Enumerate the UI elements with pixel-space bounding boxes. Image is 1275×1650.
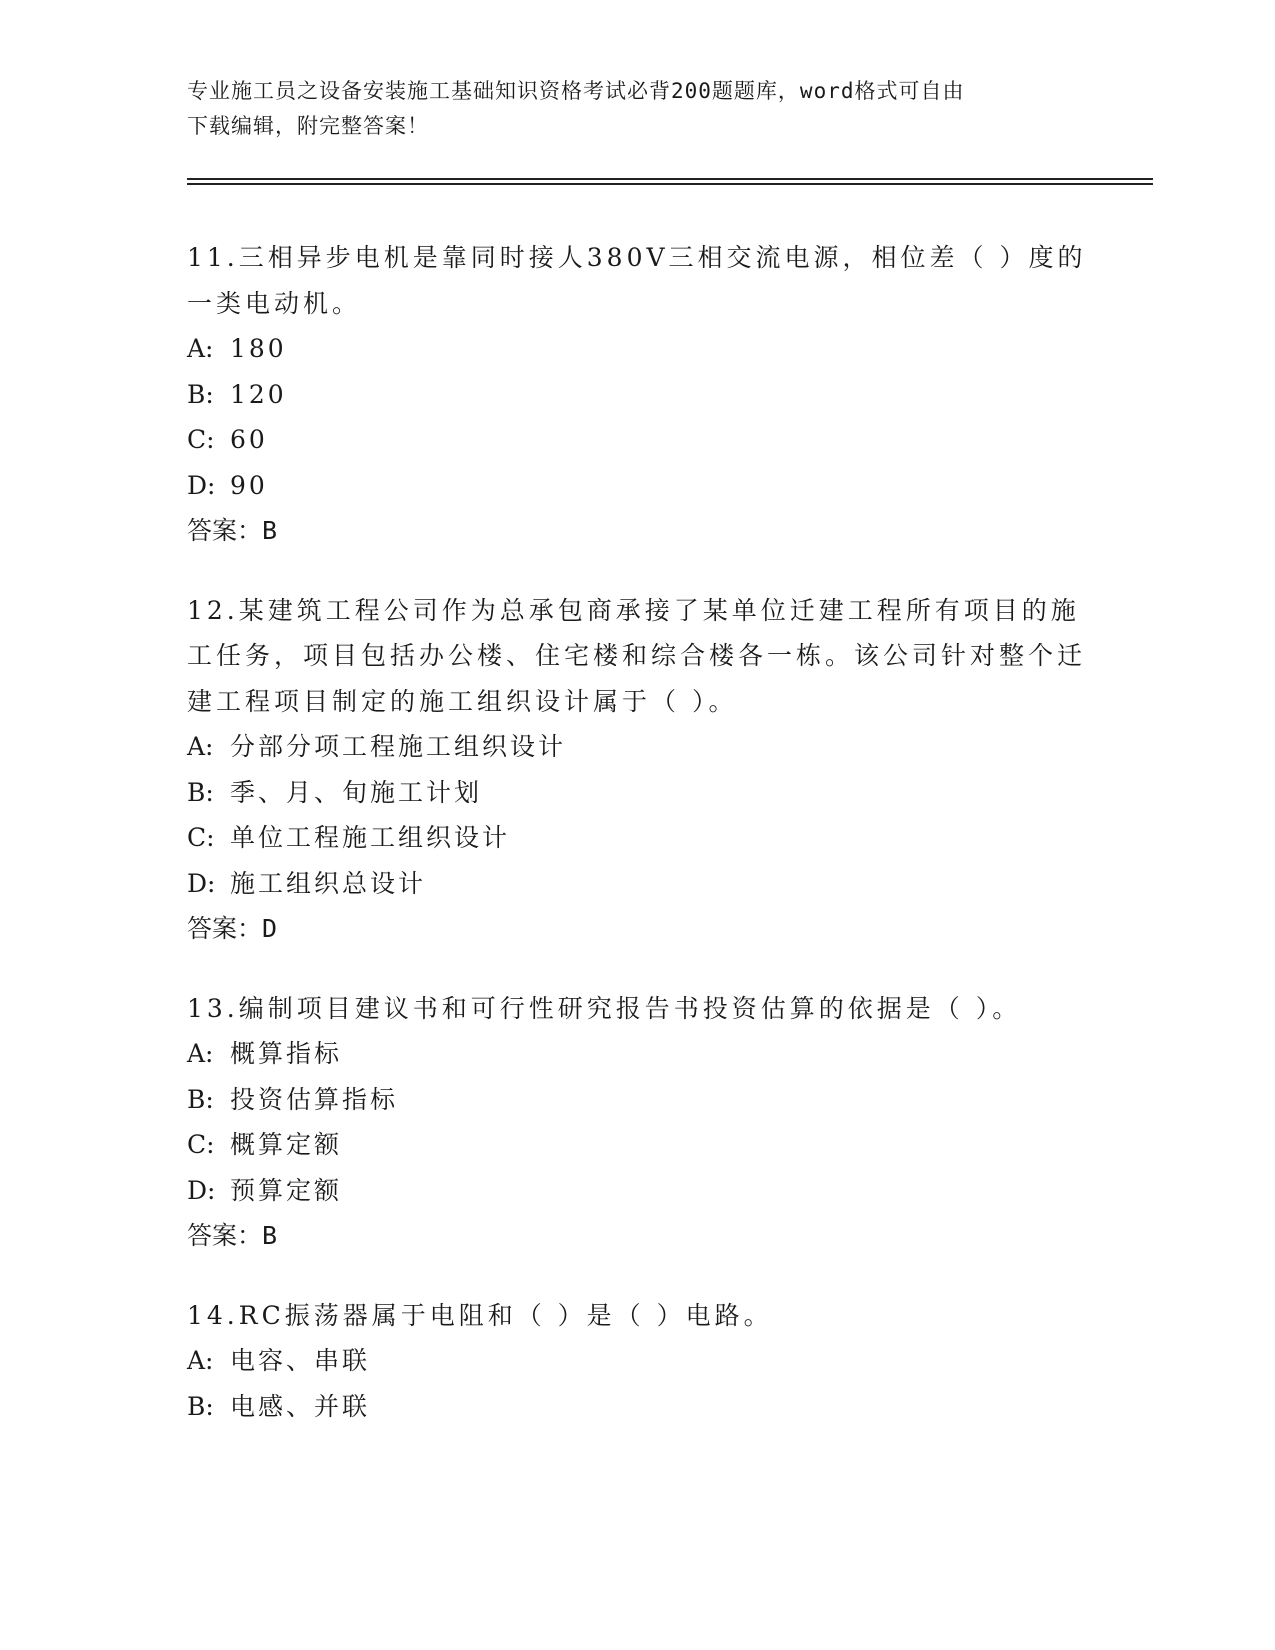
option-c bbox=[187, 417, 1087, 463]
option-text: 单位工程施工组织设计 bbox=[230, 823, 511, 852]
header-line-1: 专业施工员之设备安装施工基础知识资格考试必背200题题库，word格式可自由 bbox=[187, 79, 965, 103]
option-d bbox=[187, 861, 1087, 907]
question-12 bbox=[187, 588, 1087, 952]
option-a bbox=[187, 326, 1087, 372]
option-letter: D: bbox=[187, 868, 216, 898]
option-a bbox=[187, 724, 1087, 770]
answer-line: 答案：B bbox=[187, 1221, 278, 1250]
option-letter: C: bbox=[187, 1130, 215, 1159]
option-text: 180 bbox=[230, 334, 287, 363]
option-letter: A: bbox=[187, 1346, 214, 1375]
option-c bbox=[187, 1122, 1087, 1168]
question-11 bbox=[187, 235, 1087, 554]
option-letter: D: bbox=[187, 470, 216, 500]
question-stem: 11.三相异步电机是靠同时接人380V三相交流电源，相位差（ ）度的一类电动机。 bbox=[187, 243, 1087, 318]
option-c bbox=[187, 815, 1087, 861]
question-13 bbox=[187, 986, 1087, 1259]
option-letter: A: bbox=[187, 732, 214, 761]
question-14 bbox=[187, 1293, 1087, 1430]
option-text: 投资估算指标 bbox=[230, 1084, 399, 1114]
option-text: 90 bbox=[230, 470, 268, 500]
document-header bbox=[187, 74, 1067, 144]
option-text: 电感、并联 bbox=[230, 1391, 371, 1421]
option-b bbox=[187, 770, 1087, 816]
option-text: 概算指标 bbox=[230, 1039, 343, 1068]
option-text: 施工组织总设计 bbox=[230, 868, 427, 898]
option-letter: C: bbox=[187, 425, 215, 454]
option-letter: B: bbox=[187, 379, 214, 409]
option-text: 分部分项工程施工组织设计 bbox=[230, 732, 567, 761]
question-stem: 12.某建筑工程公司作为总承包商承接了某单位迁建工程所有项目的施工任务，项目包括办公楼、住宅楼和综合楼各一栋。该公司针对整个迁建工程项目制定的施工组织设计属于（ ）。 bbox=[187, 595, 1087, 716]
option-text: 60 bbox=[230, 425, 268, 454]
option-letter: C: bbox=[187, 823, 215, 852]
answer-line: 答案：B bbox=[187, 516, 278, 545]
option-letter: B: bbox=[187, 1084, 214, 1114]
option-text: 120 bbox=[230, 379, 287, 409]
option-text: 概算定额 bbox=[230, 1130, 343, 1159]
answer-line: 答案：D bbox=[187, 914, 278, 943]
option-a bbox=[187, 1031, 1087, 1077]
option-b bbox=[187, 1384, 1087, 1430]
question-list bbox=[187, 235, 1087, 1463]
option-b bbox=[187, 372, 1087, 418]
option-d bbox=[187, 1168, 1087, 1214]
option-text: 季、月、旬施工计划 bbox=[230, 777, 483, 807]
option-text: 电容、串联 bbox=[230, 1346, 371, 1375]
header-divider-bottom bbox=[187, 183, 1153, 185]
option-letter: B: bbox=[187, 1391, 214, 1421]
option-letter: D: bbox=[187, 1175, 216, 1205]
header-line-2: 下载编辑，附完整答案！ bbox=[187, 114, 429, 138]
option-letter: A: bbox=[187, 1039, 214, 1068]
option-a bbox=[187, 1338, 1087, 1384]
option-text: 预算定额 bbox=[230, 1175, 343, 1205]
question-stem: 14.RC振荡器属于电阻和（ ）是（ ）电路。 bbox=[187, 1300, 773, 1330]
question-stem: 13.编制项目建议书和可行性研究报告书投资估算的依据是（ ）。 bbox=[187, 993, 1022, 1023]
option-letter: A: bbox=[187, 334, 214, 363]
option-d bbox=[187, 463, 1087, 509]
option-b bbox=[187, 1077, 1087, 1123]
option-letter: B: bbox=[187, 777, 214, 807]
header-divider-top bbox=[187, 178, 1153, 180]
